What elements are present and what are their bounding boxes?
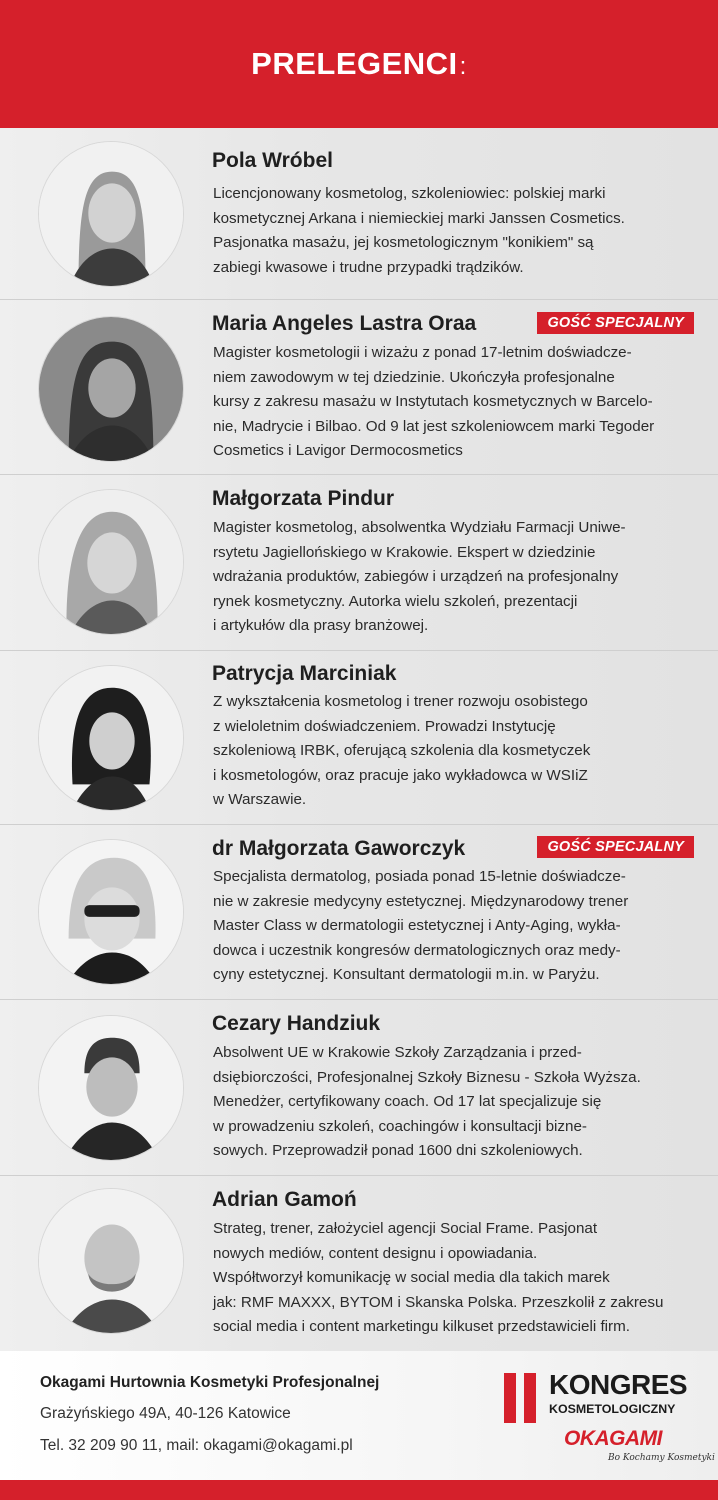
speaker-photo [38, 316, 184, 462]
speaker-name: Patrycja Marciniak [212, 662, 397, 685]
speaker-card [0, 128, 718, 300]
logo-okagami-text: OKAGAMI [564, 1427, 662, 1450]
bio-line: w Warszawie. [213, 791, 307, 809]
footer-red-bar [0, 1480, 718, 1500]
speaker-name: Maria Angeles Lastra Oraa [212, 312, 477, 335]
logo-bars-icon [504, 1373, 540, 1423]
special-guest-badge: GOŚĆ SPECJALNY [537, 836, 694, 858]
speaker-name: Małgorzata Pindur [212, 487, 395, 510]
page-title: PRELEGENCI: [251, 46, 467, 81]
bio-line: jak: RMF MAXXX, BYTOM i Skanska Polska. Przeszkolił z zakresu [213, 1293, 664, 1311]
bio-line: Absolwent UE w Krakowie Szkoły Zarządzania i przed- [213, 1044, 582, 1061]
speaker-photo [38, 489, 184, 635]
speaker-card [0, 300, 718, 475]
speaker-photo [38, 665, 184, 811]
company-name: Okagami Hurtownia Kosmetyki Profesjonalnej [40, 1374, 380, 1391]
speaker-name: Adrian Gamoń [212, 1188, 357, 1211]
bio-line: kosmetycznej Arkana i niemieckiej marki Janssen Cosmetics. [213, 209, 625, 227]
bio-line: Współtworzył komunikację w social media dla takich marek [213, 1269, 610, 1287]
bio-line: Master Class w dermatologii estetycznej i Anty-Aging, wykła- [213, 917, 621, 935]
bio-line: kursy z zakresu masażu w Instytutach kosmetycznych w Barcelo- [213, 393, 653, 411]
bio-line: nowych mediów, content designu i opowiadania. [213, 1244, 538, 1262]
portrait-icon [39, 840, 183, 984]
speaker-photo [38, 1015, 184, 1161]
bio-line: Pasjonatka masażu, jej kosmetologicznym "konikiem" są [213, 234, 594, 252]
bio-line: Z wykształcenia kosmetolog i trener rozwoju osobistego [213, 693, 588, 710]
speaker-bio [213, 182, 698, 280]
bio-line: Menedżer, certyfikowany coach. Od 17 lat specjalizuje się [213, 1093, 602, 1111]
logo-tagline: Bo Kochamy Kosmetyki [608, 1453, 715, 1463]
logo-kongres-text: KONGRES [549, 1369, 688, 1400]
kongres-logo [504, 1367, 715, 1477]
bio-line: nie, Madrycie i Bilbao. Od 9 lat jest szkoleniowcem marki Tegoder [213, 417, 655, 435]
portrait-icon [39, 666, 183, 810]
bio-line: zabiegi kwasowe i trudne przypadki trądzików. [213, 258, 524, 276]
bio-line: cyny estetycznej. Konsultant dermatologii m.in. w Paryżu. [213, 966, 600, 984]
bio-line: i kosmetologów, oraz pracuje jako wykładowca w WSIiZ [213, 766, 588, 784]
footer [0, 1351, 718, 1500]
speaker-photo [38, 839, 184, 985]
header-banner [0, 0, 718, 128]
bio-line: Magister kosmetologii i wizażu z ponad 17-letnim doświadcze- [213, 344, 632, 361]
portrait-icon [39, 490, 183, 634]
bio-line: rynek kosmetyczny. Autorka wielu szkoleń, prezentacji [213, 592, 578, 610]
bio-line: nie w zakresie medycyny estetycznej. Międzynarodowy trener [213, 892, 629, 910]
bio-line: Cosmetics i Lavigor Dermocosmetics [213, 442, 463, 460]
bio-line: Specjalista dermatolog, posiada ponad 15-letnie doświadcze- [213, 868, 626, 885]
speaker-photo [38, 1188, 184, 1334]
portrait-icon [39, 1189, 183, 1333]
bio-line: rsytetu Jagiellońskiego w Krakowie. Ekspert w dziedzinie [213, 543, 596, 561]
special-guest-badge: GOŚĆ SPECJALNY [537, 312, 694, 334]
company-contact: Tel. 32 209 90 11, mail: okagami@okagami.pl [40, 1437, 353, 1454]
speaker-name: Pola Wróbel [212, 149, 333, 172]
bio-line: wdrażania produktów, zabiegów i urządzeń na profesjonalny [213, 568, 619, 586]
bio-line: szkoleniową IRBK, oferującą szkolenia dla kosmetyczek [213, 742, 591, 760]
portrait-icon [39, 317, 183, 461]
speaker-card [0, 825, 718, 1000]
bio-line: social media i content marketingu kilkuset przedstawicieli firm. [213, 1318, 630, 1336]
bio-line: Magister kosmetolog, absolwentka Wydziału Farmacji Uniwe- [213, 519, 626, 536]
speaker-bio [213, 341, 698, 464]
portrait-icon [39, 142, 183, 286]
speaker-card [0, 1000, 718, 1176]
logo-kosmetologiczny-text: KOSMETOLOGICZNY [549, 1402, 676, 1416]
portrait-icon [39, 1016, 183, 1160]
speaker-bio [213, 1041, 698, 1164]
speaker-name: dr Małgorzata Gaworczyk [212, 837, 466, 860]
bio-line: dsiębiorczości, Profesjonalnej Szkoły Biznesu - Szkoła Wyższa. [213, 1068, 641, 1086]
bio-line: w prowadzeniu szkoleń, coachingów i konsultacji bizne- [213, 1117, 587, 1135]
bio-line: Licencjonowany kosmetolog, szkoleniowiec: polskiej marki [213, 185, 606, 202]
bio-line: i artykułów dla prasy branżowej. [213, 617, 429, 635]
speaker-bio [213, 690, 698, 813]
company-address: Grażyńskiego 49A, 40-126 Katowice [40, 1405, 291, 1422]
speaker-card [0, 475, 718, 651]
bio-line: Strateg, trener, założyciel agencji Social Frame. Pasjonat [213, 1220, 598, 1237]
speaker-bio [213, 865, 698, 988]
bio-line: sowych. Przeprowadził ponad 1600 dni szkoleniowych. [213, 1142, 583, 1160]
speaker-card [0, 651, 718, 825]
bio-line: niem zawodowym w tej dziedzinie. Ukończyła profesjonalne [213, 368, 615, 386]
speaker-photo [38, 141, 184, 287]
bio-line: dowca i uczestnik kongresów dermatologicznych oraz medy- [213, 941, 621, 959]
speaker-bio [213, 1217, 698, 1340]
speaker-bio [213, 516, 698, 639]
speaker-name: Cezary Handziuk [212, 1012, 381, 1035]
speaker-card [0, 1176, 718, 1351]
bio-line: z wieloletnim doświadczeniem. Prowadzi Instytucję [213, 717, 556, 735]
